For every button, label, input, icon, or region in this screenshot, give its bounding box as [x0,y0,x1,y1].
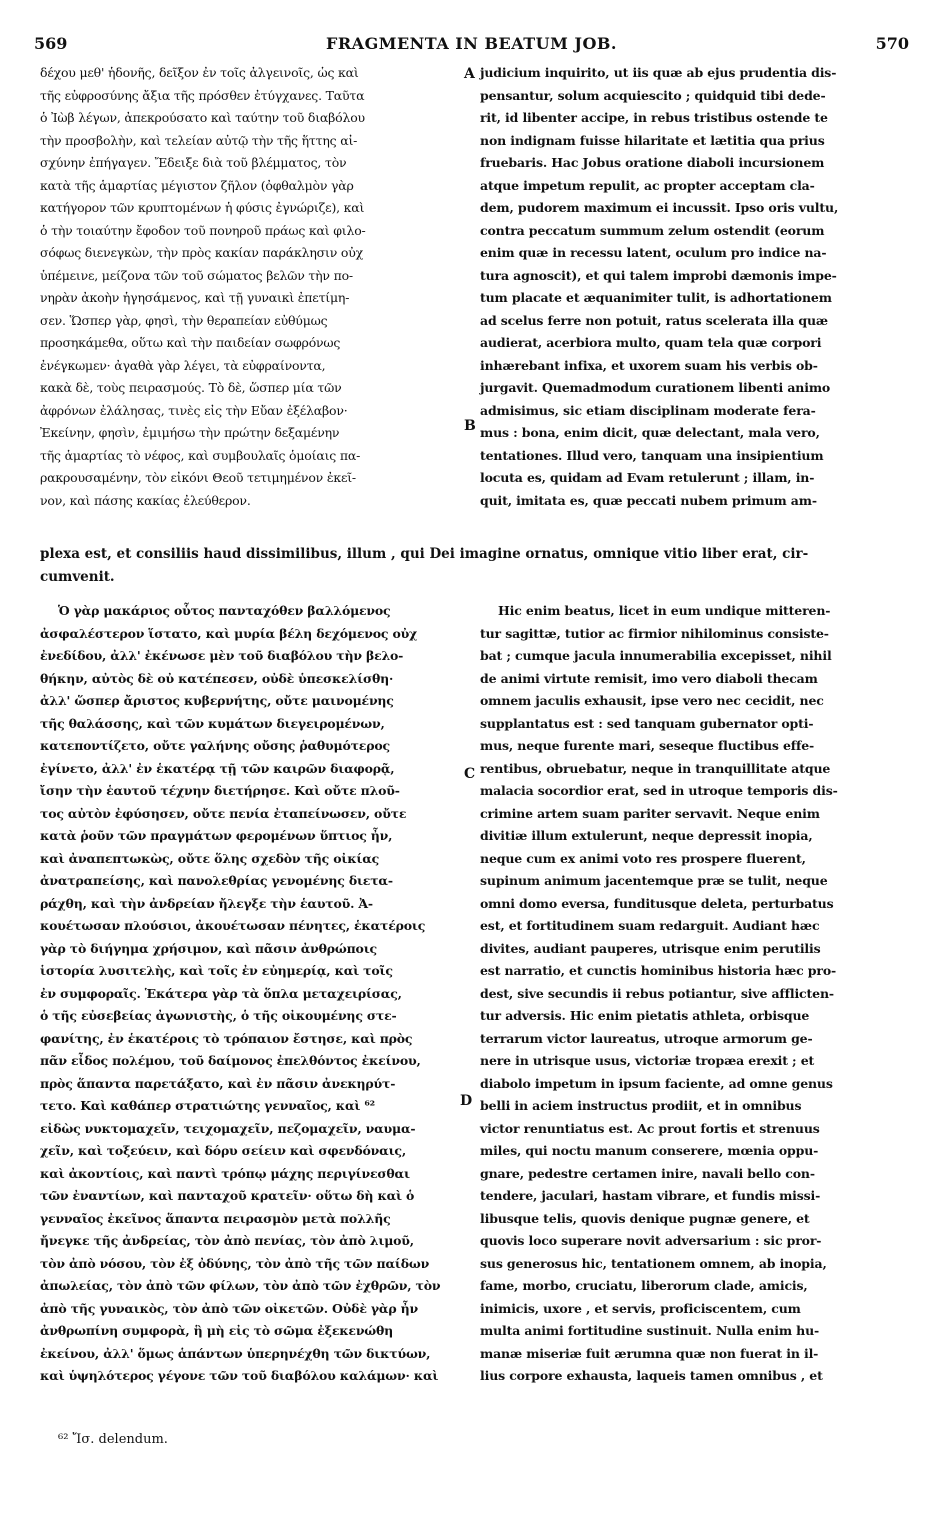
latin-text-line: pensantur, solum acquiescito ; quidquid tibi dede- [480,87,826,103]
page-number-left: 569 [34,34,68,53]
greek-text-line: κατήγορον τῶν κρυπτομένων ἡ φύσις ἐγνώριζε), καὶ [40,200,365,215]
full-width-text [40,543,904,588]
greek-text-line: πρὸς ἅπαντα παρετάξατο, καὶ ἐν πᾶσιν ἀνεκηρύτ- [40,1075,396,1091]
latin-text-line: omni domo eversa, funditusque deleta, perturbatus [480,895,834,911]
greek-text-line: τετο. Καὶ καθάπερ στρατιώτης γενναῖος, καὶ ⁶² [40,1098,375,1113]
greek-text-line: κατὰ ῥοῦν τῶν πραγμάτων φερομένων ὕπτιος ἦν, [40,828,393,843]
latin-text-line: contra peccatum summum zelum ostendit (eorum [480,222,825,238]
greek-text-line: Ὁ γὰρ μακάριος οὗτος πανταχόθεν βαλλόμενος [58,603,391,618]
greek-text-line: ἐγίνετο, ἀλλ' ἐν ἑκατέρᾳ τῇ τῶν καιρῶν διαφορᾷ, [40,760,395,776]
latin-text-line: ad scelus ferre non potuit, ratus scelerata illa quæ [480,312,828,328]
section-marker-c: C [464,766,476,782]
greek-column-lower [40,600,462,1388]
greek-text-line: γενναῖος ἐκεῖνος ἅπαντα πειρασμὸν μετὰ πολλῆς [40,1210,391,1226]
greek-text-line: τὴν προσβολὴν, καὶ τελείαν αὐτῷ τὴν τῆς ἥττης αἰ- [40,132,358,148]
section-marker-d: D [460,1093,473,1109]
latin-text-line: supplantatus est : sed tanquam gubernator opti- [480,715,814,731]
latin-text-line: fruebaris. Hac Jobus oratione diaboli incursionem [480,155,825,170]
latin-text-line: belli in aciem instructus prodiit, et in omnibus [480,1098,802,1113]
running-title: FRAGMENTA IN BEATUM JOB. [326,34,617,53]
latin-text-line: inhærebant infixa, et uxorem suam his verbis ob- [480,357,818,373]
latin-text-line: est, et fortitudinem suam redarguit. Audiant hæc [480,918,820,933]
latin-text-line: crimine artem suam pariter servavit. Neque enim [480,805,820,821]
latin-text-line: inimicis, uxore , et servis, proficiscentem, cum [480,1300,801,1316]
footnote: ⁶² Ἴσ. delendum. [58,1432,168,1447]
latin-text-line: enim quæ in recessu latent, oculum pro indice na- [480,245,827,260]
latin-text-line: diabolo impetum in ipsum faciente, ad omne genus [480,1075,833,1091]
latin-text-line: tura agnoscit), et qui talem improbi dæmonis impe- [480,267,837,283]
greek-text-line: τῶν ἐναντίων, καὶ πανταχοῦ κρατεῖν· οὕτω δὴ καὶ ὁ [40,1188,415,1203]
greek-text-line: θήκην, αὐτὸς δὲ οὐ κατέπεσεν, οὐδὲ ὑπεσκελίσθη· [40,670,394,686]
greek-text-line: δέχου μεθ' ἡδονῆς, δεῖξον ἐν τοῖς ἀλγεινοῖς, ὡς καὶ [40,65,359,80]
greek-text-line: κατὰ τῆς ἁμαρτίας μέγιστον ζῆλον (ὀφθαλμὸν γὰρ [40,177,354,193]
latin-text-line: Hic enim beatus, licet in eum undique mitteren- [498,603,831,618]
latin-text-line: multa animi fortitudine sustinuit. Nulla enim hu- [480,1323,820,1338]
latin-text-line: plexa est, et consiliis haud dissimilibus, illum , qui Dei imagine ornatus, omnique vitio liber erat, cir- [40,546,809,562]
greek-text-line: νον, καὶ πάσης κακίας ἐλεύθερον. [40,492,251,508]
latin-text-line: dest, sive secundis ii rebus potiantur, sive afflicten- [480,985,834,1001]
greek-text-line: τῆς ἁμαρτίας τὸ νέφος, καὶ συμβουλαῖς ὁμοίαις πα- [40,447,361,463]
latin-text-line: omnem jaculis exhausit, ipse vero nec cecidit, nec [480,693,824,708]
latin-text-line: est narratio, et cunctis hominibus historia hæc pro- [480,963,837,978]
latin-text-line: tendere, jaculari, hastam vibrare, et fundis missi- [480,1188,821,1203]
latin-text-line: tum placate et æquanimiter tulit, is adhortationem [480,290,832,305]
section-marker-a: A [464,66,475,82]
greek-text-line: ἐν συμφοραῖς. Ἑκάτερα γὰρ τὰ ὅπλα μεταχειρίσας, [40,985,402,1001]
greek-text-line: καὶ ὑψηλότερος γέγονε τῶν τοῦ διαβόλου καλάμων· καὶ [40,1368,439,1383]
greek-text-line: τῆς θαλάσσης, καὶ τῶν κυμάτων διεγειρομένων, [40,715,385,731]
greek-text-line: τὸν ἀπὸ νόσου, τὸν ἐξ ὀδύνης, τὸν ἀπὸ τῆς τῶν παίδων [40,1255,430,1271]
greek-text-line: ὁ τῆς εὐσεβείας ἀγωνιστὴς, ὁ τῆς οἰκουμένης στε- [40,1008,397,1023]
latin-text-line: quit, imitata es, quæ peccati nubem primum am- [480,492,817,508]
greek-text-line: κακὰ δὲ, τοὺς πειρασμούς. Τὸ δὲ, ὥσπερ μία τῶν [40,380,342,395]
greek-text-line: ὑπέμεινε, μείζονα τῶν τοῦ σώματος βελῶν τὴν πο- [40,267,353,283]
page-number-right: 570 [875,34,909,53]
greek-text-line: ἀφρόνων ἐλάλησας, τινὲς εἰς τὴν Εὔαν ἐξέλαβον· [40,402,348,418]
greek-text-line: ὁ Ἰὼβ λέγων, ἀπεκρούσατο καὶ ταύτην τοῦ διαβόλου [40,110,365,125]
latin-text-line: libusque telis, quovis denique pugnæ genere, et [480,1210,810,1226]
latin-text-line: locuta es, quidam ad Evam retulerunt ; illam, in- [480,470,815,485]
greek-text-line: Ἐκείνην, φησὶν, ἐμιμήσω τὴν πρώτην δεξαμένην [40,425,340,440]
latin-text-line: rit, id libenter accipe, in rebus tristibus ostende te [480,110,828,125]
latin-text-line: tur adversis. Hic enim pietatis athleta, orbisque [480,1008,810,1023]
latin-text-line: divitiæ illum extulerunt, neque depressit inopia, [480,828,813,843]
latin-column-lower [480,600,904,1388]
greek-text-line: κατεποντίζετο, οὔτε γαλήνης οὔσης ῥαθυμότερος [40,738,390,753]
latin-text-line: bat ; cumque jacula innumerabilia excepisset, nihil [480,648,832,663]
latin-text-line: supinum animum jacentemque præ se tulit, neque [480,873,828,888]
greek-text-line: ρακρουσαμένην, τὸν εἰκόνι Θεοῦ τετιμημένον ἐκεῖ- [40,470,356,485]
greek-text-line: καὶ ἀκοντίοις, καὶ παντὶ τρόπῳ μάχης περιγίνεσθαι [40,1165,410,1181]
greek-text-line: νηρὰν ἀκοὴν ἡγησάμενος, καὶ τῇ γυναικὶ ἐπετίμη- [40,290,350,305]
greek-text-line: χεῖν, καὶ τοξεύειν, καὶ δόρυ σείειν καὶ σφενδόναις, [40,1143,406,1158]
latin-text-line: tur sagittæ, tutior ac firmior nihilominus consiste- [480,625,829,641]
latin-text-line: quovis loco superare novit adversarium : sic pror- [480,1233,822,1248]
greek-text-line: ἐκείνου, ἀλλ' ὅμως ἁπάντων ὑπερηνέχθη τῶν δικτύων, [40,1345,431,1361]
latin-text-line: non indignam fuisse hilaritate et lætitia qua prius [480,132,825,148]
latin-text-line: victor renuntiatus est. Ac prout fortis et strenuus [480,1120,820,1136]
latin-text-line: audierat, acerbiora multo, quam tela quæ corpori [480,335,822,350]
greek-text-line: ἀπὸ τῆς γυναικὸς, τὸν ἀπὸ τῶν οἰκετῶν. Οὐδὲ γὰρ ἦν [40,1300,418,1316]
latin-text-line: mus, neque furente mari, seseque fluctibus effe- [480,738,815,753]
latin-text-line: de animi virtute remisit, imo vero diaboli thecam [480,670,818,686]
greek-text-line: καὶ ἀναπεπτωκὼς, οὔτε ὅλης σχεδὸν τῆς οἰκίας [40,850,380,866]
latin-text-line: judicium inquirito, ut iis quæ ab ejus prudentia dis- [480,65,837,80]
greek-text-line: ἀσφαλέστερον ἵστατο, καὶ μυρία βέλη δεχόμενος οὐχ [40,625,418,641]
greek-text-line: κουέτωσαν πλούσιοι, ἀκουέτωσαν πένητες, ἑκατέροις [40,918,426,933]
greek-column-upper [40,62,462,512]
latin-text-line: rentibus, obruebatur, neque in tranquillitate atque [480,760,831,776]
latin-text-line: divites, audiant pauperes, utrisque enim perutilis [480,940,821,956]
latin-text-line: terrarum victor laureatus, utroque armorum ge- [480,1030,813,1046]
greek-text-line: σχύνην ἐπήγαγεν. Ἔδειξε διὰ τοῦ βλέμματος, τὸν [40,155,347,170]
latin-text-line: fame, morbo, cruciatu, liberorum clade, amicis, [480,1278,808,1293]
latin-text-line: admisimus, sic etiam disciplinam moderate fera- [480,402,816,418]
latin-text-line: atque impetum repulit, ac propter acceptam cla- [480,177,815,193]
greek-text-line: ἀπωλείας, τὸν ἀπὸ τῶν φίλων, τὸν ἀπὸ τῶν ἐχθρῶν, τὸν [40,1278,441,1293]
greek-text-line: ἴσην τὴν ἑαυτοῦ τέχνην διετήρησε. Καὶ οὔτε πλοῦ- [40,783,400,798]
greek-text-line: φανίτης, ἐν ἑκατέροις τὸ τρόπαιον ἔστησε, καὶ πρὸς [40,1030,413,1046]
greek-text-line: ἐνέγκωμεν· ἀγαθὰ γὰρ λέγει, τὰ εὐφραίνοντα, [40,357,326,373]
greek-text-line: ἀνθρωπίνη συμφορὰ, ἣ μὴ εἰς τὸ σῶμα ἐξεκενώθη [40,1323,394,1338]
latin-text-line: neque cum ex animi voto res prospere fluerent, [480,850,806,866]
greek-text-line: γὰρ τὸ διήγημα χρήσιμον, καὶ πᾶσιν ἀνθρώποις [40,940,377,956]
greek-text-line: ἱστορία λυσιτελὴς, καὶ τοῖς ἐν εὐημερίᾳ, καὶ τοῖς [40,963,393,978]
greek-text-line: τῆς εὐφροσύνης ἄξια τῆς πρόσθεν ἐτύγχανες. Ταῦτα [40,87,365,103]
greek-text-line: ἀνατραπείσης, καὶ πανολεθρίας γενομένης διετα- [40,873,393,888]
latin-text-line: sus generosus hic, tentationem omnem, ab inopia, [480,1255,827,1271]
greek-text-line: σεν. Ὥσπερ γὰρ, φησὶ, τὴν θεραπείαν εὐθύμως [40,312,328,328]
greek-text-line: εἰδὼς νυκτομαχεῖν, τειχομαχεῖν, πεζομαχεῖν, ναυμα- [40,1120,416,1136]
greek-text-line: προσηκάμεθα, οὕτω καὶ τὴν παιδείαν σωφρόνως [40,335,341,350]
page-header [34,34,909,58]
greek-text-line: ράχθη, καὶ τὴν ἀνδρείαν ἤλεγξε τὴν ἑαυτοῦ. Ἀ- [40,895,373,911]
greek-text-line: ὁ τὴν τοιαύτην ἔφοδον τοῦ πονηροῦ πράως καὶ φιλο- [40,222,366,238]
greek-text-line: ἐνεδίδου, ἀλλ' ἐκένωσε μὲν τοῦ διαβόλου τὴν βελο- [40,648,404,663]
greek-text-line: ἤνεγκε τῆς ἀνδρείας, τὸν ἀπὸ πενίας, τὸν ἀπὸ λιμοῦ, [40,1233,414,1248]
latin-text-line: gnare, pedestre certamen inire, navali bello con- [480,1165,815,1181]
latin-text-line: miles, qui noctu manum conserere, mœnia oppu- [480,1143,819,1158]
latin-text-line: cumvenit. [40,568,115,585]
greek-text-line: πᾶν εἶδος πολέμου, τοῦ δαίμονος ἐπελθόντος ἐκείνου, [40,1053,421,1068]
latin-text-line: jurgavit. Quemadmodum curationem libenti animo [480,380,831,395]
latin-text-line: tentationes. Illud vero, tanquam una insipientium [480,447,824,463]
section-marker-b: B [464,418,476,434]
greek-text-line: τος αὐτὸν ἐφύσησεν, οὔτε πενία ἐταπείνωσεν, οὔτε [40,805,407,821]
latin-column-upper [480,62,904,512]
latin-text-line: lius corpore exhausta, laqueis tamen omnibus , et [480,1368,823,1383]
greek-text-line: ἀλλ' ὥσπερ ἄριστος κυβερνήτης, οὔτε μαινομένης [40,693,394,708]
latin-text-line: manæ miseriæ fuit ærumna quæ non fuerat in il- [480,1345,819,1361]
latin-text-line: mus : bona, enim dicit, quæ delectant, mala vero, [480,425,820,440]
latin-text-line: nere in utrisque usus, victoriæ tropæa erexit ; et [480,1053,815,1068]
latin-text-line: dem, pudorem maximum ei incussit. Ipso oris vultu, [480,200,839,215]
greek-text-line: σόφως διενεγκὼν, τὴν πρὸς κακίαν παράκλησιν οὐχ [40,245,363,260]
latin-text-line: malacia socordior erat, sed in utroque temporis dis- [480,783,838,798]
